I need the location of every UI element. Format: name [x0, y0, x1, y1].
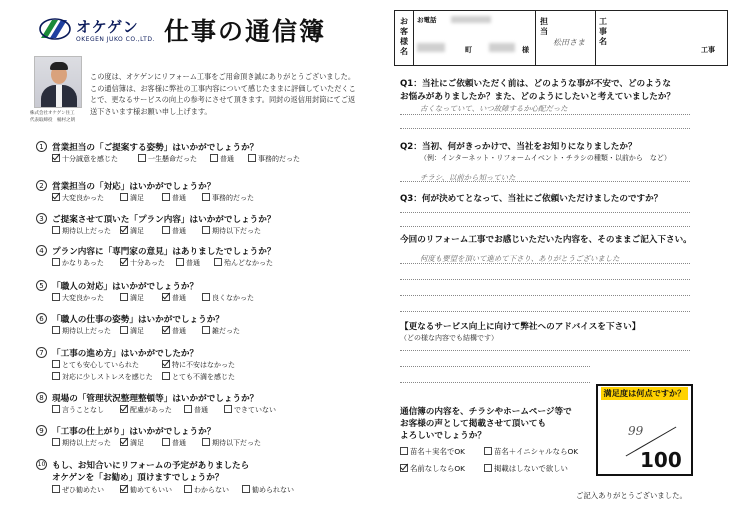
checkbox-icon[interactable] [202, 438, 210, 446]
option[interactable]: 期待以上だった [52, 226, 111, 236]
thanks-text: ご記入ありがとうございました。 [576, 491, 687, 500]
photo-caption: 株式会社オケゲン住工 代表取締役 桶村之朗 [30, 111, 75, 123]
checkbox-icon[interactable] [138, 154, 146, 162]
q1-answer: 古くなっていて、いつ故障するか心配だった [420, 104, 568, 113]
satisfaction-score-box [596, 384, 693, 476]
staff-value: 松田さま [553, 38, 585, 47]
option[interactable]: 対応に少しストレスを感じた [52, 372, 153, 382]
question-number: 6 [36, 313, 47, 324]
checkbox-checked-icon[interactable] [400, 464, 408, 472]
checkbox-icon[interactable] [52, 485, 60, 493]
checkbox-checked-icon[interactable] [120, 485, 128, 493]
option[interactable]: 満足 [120, 226, 144, 236]
option[interactable]: わからない [184, 485, 229, 495]
checkbox-icon[interactable] [224, 405, 232, 413]
question-number: 8 [36, 392, 47, 403]
checkbox-icon[interactable] [162, 226, 170, 234]
checkbox-icon[interactable] [242, 485, 250, 493]
question-text: 現場の「管理状況整理整頓等」はいかがでしょうか？ [52, 394, 259, 404]
consent-text-3: よろしいでしょうか？ [400, 431, 486, 441]
consent-option[interactable]: 名前なしならOK [400, 464, 465, 474]
page-title: 仕事の通信簿 [164, 17, 327, 46]
checkbox-checked-icon[interactable] [52, 154, 60, 162]
checkbox-icon[interactable] [120, 326, 128, 334]
q4-text: 今回のリフォーム工事でお感じいただいた内容を、そのままご記入下さい。 [400, 235, 692, 245]
checkbox-icon[interactable] [52, 293, 60, 301]
option[interactable]: とても安心していられた [52, 360, 139, 370]
checkbox-icon[interactable] [184, 405, 192, 413]
checkbox-icon[interactable] [484, 464, 492, 472]
checkbox-icon[interactable] [52, 360, 60, 368]
question-text: 「工事の仕上がり」はいかがでしょうか？ [52, 427, 216, 437]
question-text: 「職人の仕事の姿勢」はいかがでしょうか？ [52, 315, 224, 325]
checkbox-icon[interactable] [176, 258, 184, 266]
option[interactable]: 大変良かった [52, 193, 104, 203]
option[interactable]: 言うことなし [52, 405, 104, 415]
question-number: 7 [36, 347, 47, 358]
question-text: 営業担当の「ご提案する姿勢」はいかがでしょうか？ [52, 143, 259, 153]
option[interactable]: 配慮があった [120, 405, 172, 415]
consent-text-1: 通信簿の内容を、チラシやホームページ等で [400, 407, 572, 417]
checkbox-icon[interactable] [52, 326, 60, 334]
option[interactable]: 期待以上だった [52, 438, 111, 448]
checkbox-checked-icon[interactable] [120, 258, 128, 266]
option[interactable]: 普通 [162, 326, 186, 336]
option[interactable]: 普通 [162, 226, 186, 236]
score-total: 100 [640, 448, 682, 472]
question-text-line2: オケゲンを「お勧め」頂けますでしょうか？ [52, 473, 224, 483]
option[interactable]: 一生懸命だった [138, 154, 197, 164]
question-number: 9 [36, 425, 47, 436]
advice-subtext: （どの様な内容でも結構です） [400, 334, 498, 342]
company-logo [38, 12, 158, 52]
option[interactable]: 勧められない [242, 485, 294, 495]
checkbox-checked-icon[interactable] [120, 226, 128, 234]
logo-mark-icon [38, 16, 72, 42]
checkbox-icon[interactable] [202, 193, 210, 201]
checkbox-icon[interactable] [52, 438, 60, 446]
checkbox-icon[interactable] [52, 226, 60, 234]
option[interactable]: 特に不安はなかった [162, 360, 235, 370]
option[interactable]: 期待以上だった [52, 326, 111, 336]
checkbox-icon[interactable] [202, 226, 210, 234]
checkbox-icon[interactable] [52, 405, 60, 413]
checkbox-icon[interactable] [120, 193, 128, 201]
checkbox-checked-icon[interactable] [162, 326, 170, 334]
checkbox-checked-icon[interactable] [52, 193, 60, 201]
question-number: 10 [37, 461, 46, 468]
checkbox-icon[interactable] [484, 447, 492, 455]
q2-answer: チラシ、以前から知っていた [420, 173, 516, 182]
score-given: 99 [628, 424, 644, 438]
customer-label: お客様名 [400, 17, 408, 56]
q1-text: Q1：当社にご依頼いただく前は、どのような事が不安で、どのような [400, 79, 671, 89]
customer-info-box [394, 10, 728, 66]
option[interactable]: 事務的だった [202, 193, 254, 203]
option[interactable]: 勧めてもいい [120, 485, 172, 495]
work-label: 工事名 [599, 17, 607, 46]
option[interactable]: 普通 [176, 258, 200, 268]
question-text: 「職人の対応」はいかがでしょうか？ [52, 282, 199, 292]
option[interactable]: 雑だった [202, 326, 240, 336]
work-suffix: 工事 [701, 46, 715, 54]
option[interactable]: 期待以下だった [202, 226, 261, 236]
question-number: 5 [36, 280, 47, 291]
option[interactable]: とても不満を感じた [162, 372, 235, 382]
checkbox-icon[interactable] [162, 438, 170, 446]
checkbox-icon[interactable] [202, 326, 210, 334]
sama-label: 様 [522, 46, 529, 54]
option[interactable]: 満足 [120, 193, 144, 203]
option[interactable]: 満足 [120, 326, 144, 336]
question-number: 2 [36, 180, 47, 191]
consent-text-2: お客様の声として掲載させて頂いても [400, 419, 547, 429]
phone-label: お電話 [417, 16, 437, 24]
checkbox-icon[interactable] [184, 485, 192, 493]
checkbox-icon[interactable] [210, 154, 218, 162]
question-number: 1 [36, 141, 47, 152]
question-number: 4 [36, 245, 47, 256]
checkbox-icon[interactable] [400, 447, 408, 455]
option[interactable]: 十分誠意を感じた [52, 154, 118, 164]
checkbox-icon[interactable] [120, 293, 128, 301]
checkbox-icon[interactable] [202, 293, 210, 301]
president-photo [34, 56, 82, 108]
option[interactable]: できていない [224, 405, 276, 415]
option[interactable]: 普通 [184, 405, 208, 415]
q4-answer: 何度も要望を頂いて進めて下さり、ありがとうございました [420, 254, 620, 263]
option[interactable]: ぜひ勧めたい [52, 485, 104, 495]
consent-option[interactable]: 苗名＋イニシャルならOK [484, 447, 578, 457]
question-text: 「工事の進め方」はいかがでしたか？ [52, 349, 199, 359]
question-text: ご提案させて頂いた「プラン内容」はいかがでしょうか？ [52, 215, 276, 225]
checkbox-icon[interactable] [214, 258, 222, 266]
option[interactable]: 満足 [120, 293, 144, 303]
option[interactable]: 普通 [210, 154, 234, 164]
question-text: 営業担当の「対応」はいかがでしょうか？ [52, 182, 216, 192]
q2-subtext: （例：インターネット・リフォームイベント・チラシの種類・以前から など） [420, 154, 671, 162]
checkbox-icon[interactable] [162, 193, 170, 201]
q2-text: Q2：当初、何がきっかけで、当社をお知りになりましたか？ [400, 142, 637, 152]
consent-option[interactable]: 掲載はしないで欲しい [484, 464, 568, 474]
option[interactable]: 十分あった [120, 258, 165, 268]
question-text: もし、お知合いにリフォームの予定がありましたら [52, 461, 250, 471]
advice-title: 【更なるサービス向上に向けて弊社へのアドバイスを下さい】 [400, 322, 641, 332]
checkbox-icon[interactable] [52, 258, 60, 266]
option[interactable]: 普通 [162, 293, 186, 303]
option[interactable]: 事務的だった [248, 154, 300, 164]
option[interactable]: 殆んどなかった [214, 258, 273, 268]
option[interactable]: 普通 [162, 438, 186, 448]
right-page [380, 0, 730, 517]
checkbox-icon[interactable] [162, 372, 170, 380]
option[interactable]: 期待以下だった [202, 438, 261, 448]
checkbox-icon[interactable] [52, 372, 60, 380]
option[interactable]: 大変良かった [52, 293, 104, 303]
brand-name: オケゲン [76, 18, 139, 36]
q1-text-line2: お悩みがありましたか？また、どのようにしたいと考えていましたか？ [400, 92, 676, 102]
checkbox-checked-icon[interactable] [120, 438, 128, 446]
question-text: プラン内容に「専門家の意見」はありましたでしょうか？ [52, 247, 276, 257]
town-label: 町 [465, 46, 472, 54]
score-title: 満足度は何点ですか？ [601, 387, 688, 400]
q3-text: Q3：何が決めてとなって、当社にご依頼いただけましたのですか？ [400, 194, 663, 204]
option[interactable]: 満足 [120, 438, 144, 448]
option[interactable]: 良くなかった [202, 293, 254, 303]
checkbox-checked-icon[interactable] [120, 405, 128, 413]
option[interactable]: かなりあった [52, 258, 104, 268]
checkbox-checked-icon[interactable] [162, 293, 170, 301]
staff-label: 担当 [540, 17, 548, 36]
option[interactable]: 普通 [162, 193, 186, 203]
question-number: 3 [36, 213, 47, 224]
checkbox-icon[interactable] [248, 154, 256, 162]
brand-subtitle: OKEGEN JUKO CO.,LTD. [76, 36, 155, 43]
intro-text: この度は、オケゲンにリフォーム工事をご用命頂き誠にありがとうございました。この通信簿は、お客様に弊社の工事内容について感じたままに評価していただくことで、更なるサービスの向上の参考にさせて頂きます。同封の返信用封筒にてご返送下さいます様お願い申し上げます。 [90, 72, 356, 116]
checkbox-checked-icon[interactable] [162, 360, 170, 368]
consent-option[interactable]: 苗名＋実名でOK [400, 447, 465, 457]
